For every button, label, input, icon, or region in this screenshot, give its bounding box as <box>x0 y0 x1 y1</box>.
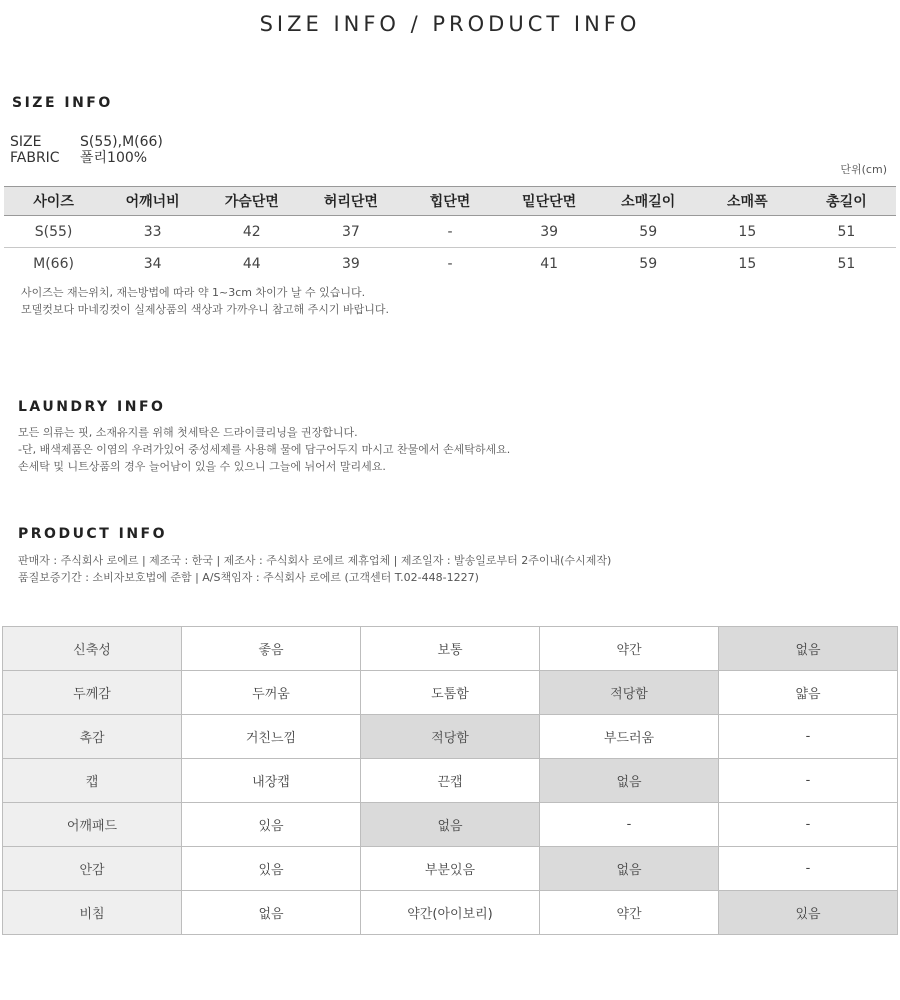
size-notes <box>21 284 389 318</box>
feel-option: 거친느낌 <box>182 715 361 759</box>
size-table-cell: 44 <box>242 255 261 272</box>
size-table-header: 허리단면 <box>301 187 400 216</box>
feel-option-selected: 있음 <box>719 891 898 935</box>
size-table-cell: 37 <box>301 216 400 248</box>
size-table-header: 가슴단면 <box>202 187 301 216</box>
feel-option: 있음 <box>182 803 361 847</box>
size-table-row <box>4 216 896 248</box>
feel-table-row <box>3 803 898 847</box>
feel-table-row <box>3 759 898 803</box>
size-table-header: 밑단단면 <box>500 187 599 216</box>
size-table-header: 소매길이 <box>599 187 698 216</box>
feel-option: - <box>719 803 898 847</box>
feel-option-selected: 적당함 <box>361 715 540 759</box>
feel-option: 도톰함 <box>361 671 540 715</box>
feel-option: 좋음 <box>182 627 361 671</box>
feel-option: 부드러움 <box>540 715 719 759</box>
feel-option: - <box>719 759 898 803</box>
feel-option: 두꺼움 <box>182 671 361 715</box>
size-table-header: 힙단면 <box>400 187 499 216</box>
laundry-note-line: 손세탁 및 니트상품의 경우 늘어남이 있을 수 있으니 그늘에 뉘어서 말리세요. <box>18 460 386 473</box>
feel-option: 보통 <box>361 627 540 671</box>
size-table-cell: 42 <box>202 216 301 248</box>
feel-table-row <box>3 891 898 935</box>
feel-table-row <box>3 847 898 891</box>
feel-option: 있음 <box>182 847 361 891</box>
feel-row-label: 두께감 <box>3 671 182 715</box>
size-info-heading: SIZE INFO <box>12 95 113 111</box>
feel-row-label: 캡 <box>3 759 182 803</box>
size-note-line: 사이즈는 재는위치, 재는방법에 따라 약 1~3cm 차이가 날 수 있습니다. <box>21 286 366 299</box>
size-table-cell: 59 <box>599 216 698 248</box>
size-table-row <box>4 248 896 280</box>
feel-option-selected: 없음 <box>540 759 719 803</box>
feel-option-selected: 없음 <box>361 803 540 847</box>
size-table-header-row <box>4 187 896 216</box>
product-note-line: 판매자 : 주식회사 로에르 | 제조국 : 한국 | 제조사 : 주식회사 로에르 제휴업체 | 제조일자 : 발송일로부터 2주이내(수시제작) <box>18 554 612 567</box>
size-table-cell: M(66) <box>33 255 74 272</box>
product-note-line: 품질보증기간 : 소비자보호법에 준함 | A/S책임자 : 주식회사 로에르 (고객센터 T.02-448-1227) <box>18 571 479 584</box>
fabric-spec-value: 폴리100% <box>80 150 148 166</box>
fabric-spec-label: FABRIC <box>10 150 60 166</box>
size-table-header: 어깨너비 <box>103 187 202 216</box>
size-table-cell: 59 <box>639 255 658 272</box>
size-table-cell: - <box>400 216 499 248</box>
feel-option: 부분있음 <box>361 847 540 891</box>
feel-option: - <box>719 847 898 891</box>
size-spec <box>10 134 163 150</box>
feel-option-selected: 없음 <box>719 627 898 671</box>
size-table-cell: 15 <box>738 255 757 272</box>
feel-row-label: 촉감 <box>3 715 182 759</box>
fabric-feel-table <box>2 626 898 935</box>
laundry-note-line: 모든 의류는 핏, 소재유지를 위해 첫세탁은 드라이클리닝을 권장합니다. <box>18 426 358 439</box>
size-table-cell: - <box>447 255 453 272</box>
size-table-cell: 15 <box>698 216 797 248</box>
size-table-cell: 51 <box>837 255 856 272</box>
laundry-note-line: -단, 배색제품은 이염의 우려가있어 중성세제를 사용해 물에 담구어두지 마시고 찬물에서 손세탁하세요. <box>18 443 511 456</box>
feel-option-selected: 없음 <box>540 847 719 891</box>
size-table-header: 사이즈 <box>4 187 103 216</box>
size-note-line: 모델컷보다 마네킹컷이 실제상품의 색상과 가까우니 참고해 주시기 바랍니다. <box>21 303 390 316</box>
laundry-notes <box>18 424 510 475</box>
size-table <box>4 186 896 280</box>
size-table-cell: 41 <box>540 255 559 272</box>
feel-row-label: 안감 <box>3 847 182 891</box>
feel-option: 내장캡 <box>182 759 361 803</box>
feel-option: 약간(아이보리) <box>361 891 540 935</box>
unit-note: 단위(cm) <box>840 163 887 176</box>
feel-option-selected: 적당함 <box>540 671 719 715</box>
feel-option: - <box>540 803 719 847</box>
laundry-info-heading: LAUNDRY INFO <box>18 399 166 415</box>
feel-option: 약간 <box>540 627 719 671</box>
size-table-cell: 33 <box>103 216 202 248</box>
size-table-cell: 51 <box>797 216 896 248</box>
feel-row-label: 어깨패드 <box>3 803 182 847</box>
size-table-cell: 34 <box>143 255 162 272</box>
size-table-header: 소매폭 <box>698 187 797 216</box>
product-notes <box>18 552 611 586</box>
feel-option: 없음 <box>182 891 361 935</box>
feel-option: 끈캡 <box>361 759 540 803</box>
product-info-heading: PRODUCT INFO <box>18 526 168 542</box>
feel-table-row <box>3 715 898 759</box>
feel-option: 약간 <box>540 891 719 935</box>
feel-option: - <box>719 715 898 759</box>
size-table-cell: 39 <box>341 255 360 272</box>
feel-option: 얇음 <box>719 671 898 715</box>
page-title: SIZE INFO / PRODUCT INFO <box>259 12 641 36</box>
size-table-header: 총길이 <box>797 187 896 216</box>
feel-table-row <box>3 671 898 715</box>
fabric-spec <box>10 150 147 166</box>
size-spec-value: S(55),M(66) <box>80 134 163 150</box>
size-table-cell: S(55) <box>4 216 103 248</box>
feel-row-label: 신축성 <box>3 627 182 671</box>
size-table-cell: 39 <box>500 216 599 248</box>
feel-row-label: 비침 <box>3 891 182 935</box>
feel-table-row <box>3 627 898 671</box>
size-spec-label: SIZE <box>10 134 42 150</box>
